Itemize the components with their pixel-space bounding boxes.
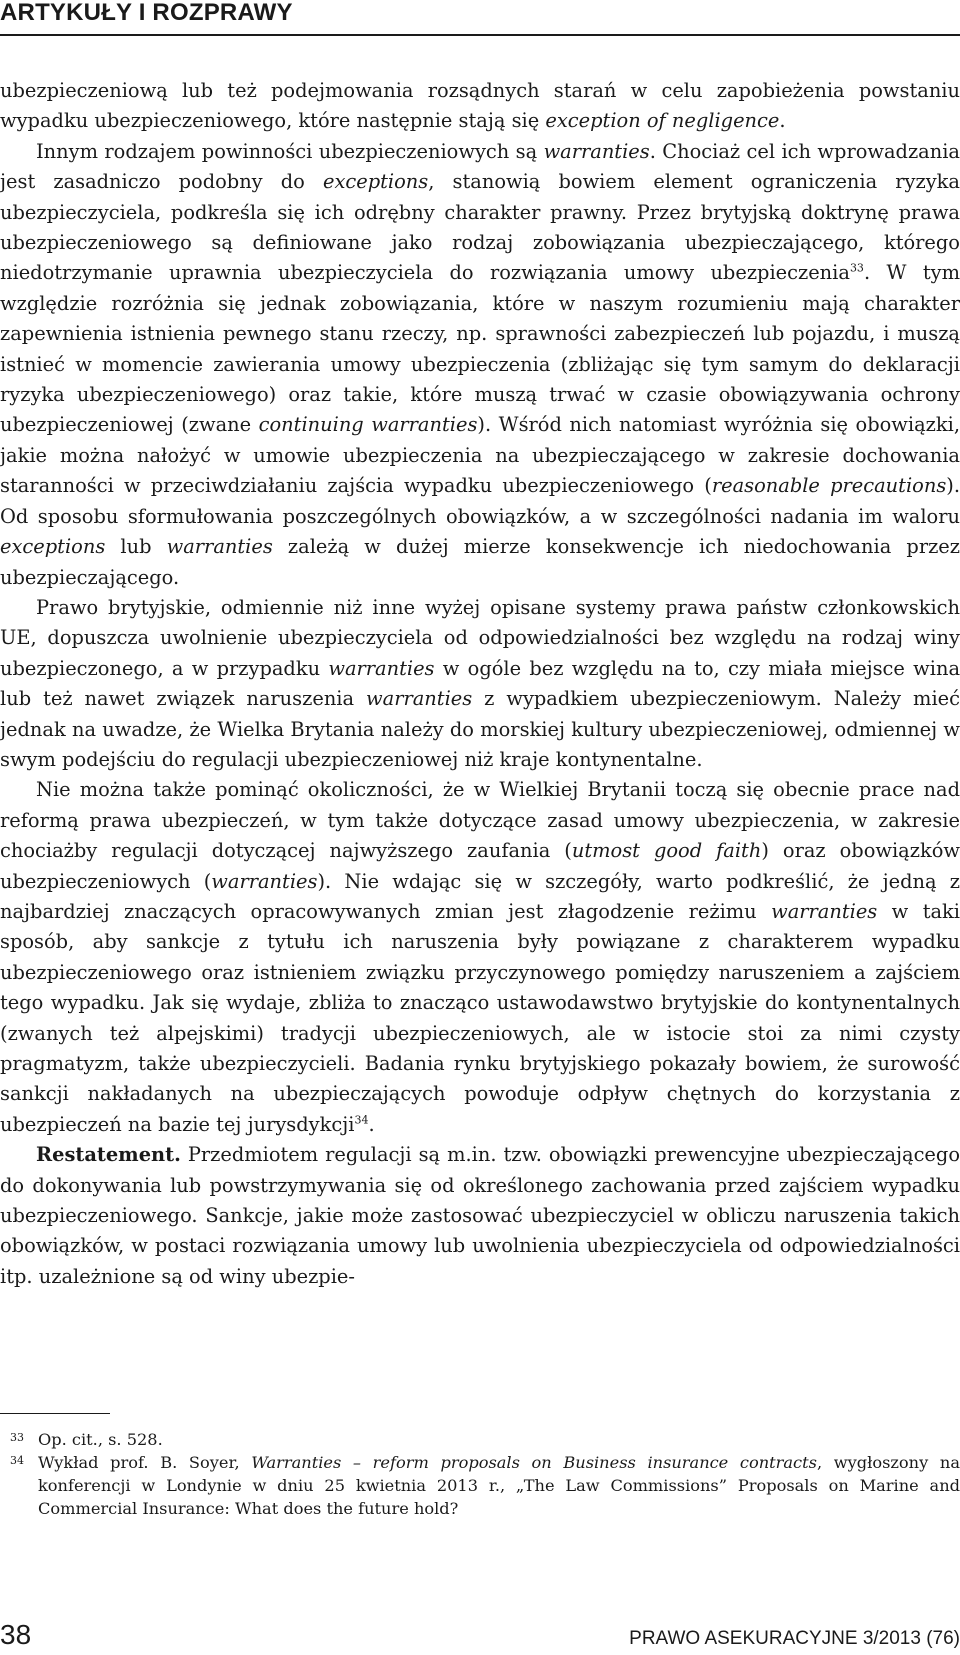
article-body [0, 76, 960, 1292]
italic-term: warranties [211, 869, 318, 893]
text-run: Op. cit., s. 528. [38, 1430, 163, 1449]
text-run: Przedmiotem regulacji są m.in. tzw. obowiązki prewencyjne ubezpieczającego do dokonywania lub powstrzymywania się od określonego zachowania przed zajściem wypadku ubezpieczeniowego. Sankcje, jakie może zastosować ubezpieczyciel w obliczu naruszenia takich obowiązków, w postaci rozwiązania umowy lub uwolnienia ubezpieczyciela od odpowiedzialności itp. uzależnione są od winy ubezpie- [0, 1143, 960, 1288]
text-run: Wykład prof. B. Soyer, [38, 1453, 252, 1472]
footnote-ref: 34 [354, 1113, 369, 1127]
page-footer [0, 1620, 960, 1652]
text-run: ). Wśród nich natomiast wyróżnia się obowiązki, jakie można nałożyć w umowie ubezpieczenia na ubezpieczającego w zakresie dochowania staranności w przeciwdziałaniu zajścia wypadku ubezpieczeniowego ( [0, 413, 960, 498]
italic-term: exceptions [322, 170, 429, 194]
italic-term: exceptions [0, 535, 106, 559]
text-run: , wygłoszony na konferencji w Londynie w dniu 25 kwietnia 2013 r., „The Law Commissions” Proposals on Marine and Commercial Insurance: What does the future hold? [38, 1453, 960, 1518]
footnote [0, 1428, 960, 1451]
text-run: ubezpieczeniową lub też podejmowania rozsądnych starań w celu zapobieżenia powstaniu wypadku ubezpieczeniowego, które następnie stają się [0, 79, 960, 133]
bold-lead: Restatement. [36, 1143, 181, 1167]
text-run: ) oraz obowiązków ubezpieczeniowych ( [0, 839, 960, 893]
italic-term: warranties [166, 535, 273, 559]
italic-term: reasonable precautions [711, 474, 947, 498]
text-run: w ogóle bez względu na to, czy miała miejsce wina lub też nawet związek naruszenia [0, 656, 960, 711]
text-run: ). Od sposobu sformułowania poszczególnych obowiązków, a w szczególności nadania im waloru [0, 474, 960, 528]
text-run: lub [105, 535, 167, 559]
footnote [0, 1451, 960, 1520]
italic-term: Warranties – reform proposals on Business insurance contracts [251, 1453, 817, 1472]
page-header [0, 0, 960, 36]
text-run: ). Nie wdając się w szczegóły, warto podkreślić, że jedną z najbardziej znaczących opracowywanych zmian jest złagodzenie reżimu [0, 869, 960, 923]
italic-term: warranties [543, 139, 650, 163]
text-run: Prawo brytyjskie, odmiennie niż inne wyżej opisane systemy prawa państw członkowskich UE, dopuszcza uwolnienie ubezpieczyciela od odpowiedzialności bez względu na rodzaj winy ubezpieczonego, a w przypadku [0, 595, 960, 680]
text-run: Innym rodzajem powinności ubezpieczeniowych są [36, 139, 544, 163]
text-run: zależą w dużej mierze konsekwencje ich niedochowania przez ubezpieczającego. [0, 535, 960, 589]
italic-term: continuing warranties [258, 413, 478, 437]
section-title: ARTYKUŁY I ROZPRAWY [0, 0, 293, 26]
paragraph [0, 76, 960, 137]
text-run: w taki sposób, aby sankcje z tytułu ich naruszenia były powiązane z charakterem wypadku ubezpieczeniowego oraz istnieniem związku przyczynowego pomiędzy naruszeniem a zajściem tego wypadku. Jak się wydaje, zbliża to znacząco ustawodawstwo brytyjskie do kontynentalnych (zwanych też alpejskimi) tradycji ubezpieczeniowych, ale w istocie stoi za nimi czysty pragmatyzm, także ubezpieczycieli. Badania rynku brytyjskiego pokazały bowiem, że surowość sankcji nakładanych na ubezpieczających powoduje odpływ chętnych do korzystania z ubezpieczeń na bazie tej jurysdykcji [0, 899, 960, 1136]
text-run: . [368, 1112, 375, 1136]
italic-term: exception of negligence [545, 109, 780, 133]
footnote-number: 33 [10, 1431, 24, 1444]
text-run: . W tym względzie rozróżnia się jednak zobowiązania, które w naszym rozumieniu mają charakter zapewnienia istnienia pewnego stanu rzeczy, np. sprawności zabezpieczeń lub pojazdu, i muszą istnieć w momencie zawierania umowy ubezpieczenia (zbliżając się tym samym do deklaracji ryzyka ubezpieczeniowego) oraz takie, które muszą trwać w czasie obowiązywania ochrony ubezpieczeniowej (zwane [0, 261, 960, 437]
paragraph [0, 1140, 960, 1292]
journal-title: PRAWO ASEKURACYJNE 3/2013 (76) [629, 1628, 960, 1649]
paragraph [0, 775, 960, 1140]
text-run: Nie można także pominąć okoliczności, że w Wielkiej Brytanii toczą się obecnie prace nad reformą prawa ubezpieczeń, w tym także dotyczące zasad umowy ubezpieczenia, w zakresie chociażby regulacji dotyczącej najwyższego zaufania ( [0, 778, 960, 863]
text-run: z wypadkiem ubezpieczeniowym. Należy mieć jednak na uwadze, że Wielka Brytania należy do morskiej kultury ubezpieczeniowej, odmiennej w swym podejściu do regulacji ubezpieczeniowej niż kraje kontynentalne. [0, 687, 960, 771]
text-run: . Chociaż cel ich wprowadzania jest zasadniczo podobny do [0, 139, 960, 194]
footnote-divider [0, 1413, 110, 1414]
text-run: , stanowią bowiem element ograniczenia ryzyka ubezpieczyciela, podkreśla się ich odrębny charakter prawny. Przez brytyjską doktrynę prawa ubezpieczeniowego są definiowane jako rodzaj zobowiązania ubezpieczającego, którego niedotrzymanie uprawnia ubezpieczyciela do rozwiązania umowy ubezpieczenia [0, 170, 960, 285]
paragraph [0, 593, 960, 775]
italic-term: utmost good faith [571, 839, 762, 863]
italic-term: warranties [366, 687, 473, 711]
footnote-number: 34 [10, 1454, 24, 1467]
page-number: 38 [0, 1619, 32, 1650]
paragraph [0, 137, 960, 593]
italic-term: warranties [328, 656, 435, 680]
text-run: . [779, 109, 786, 133]
italic-term: warranties [771, 899, 878, 923]
footnotes [0, 1428, 960, 1520]
footnote-ref: 33 [849, 261, 864, 275]
